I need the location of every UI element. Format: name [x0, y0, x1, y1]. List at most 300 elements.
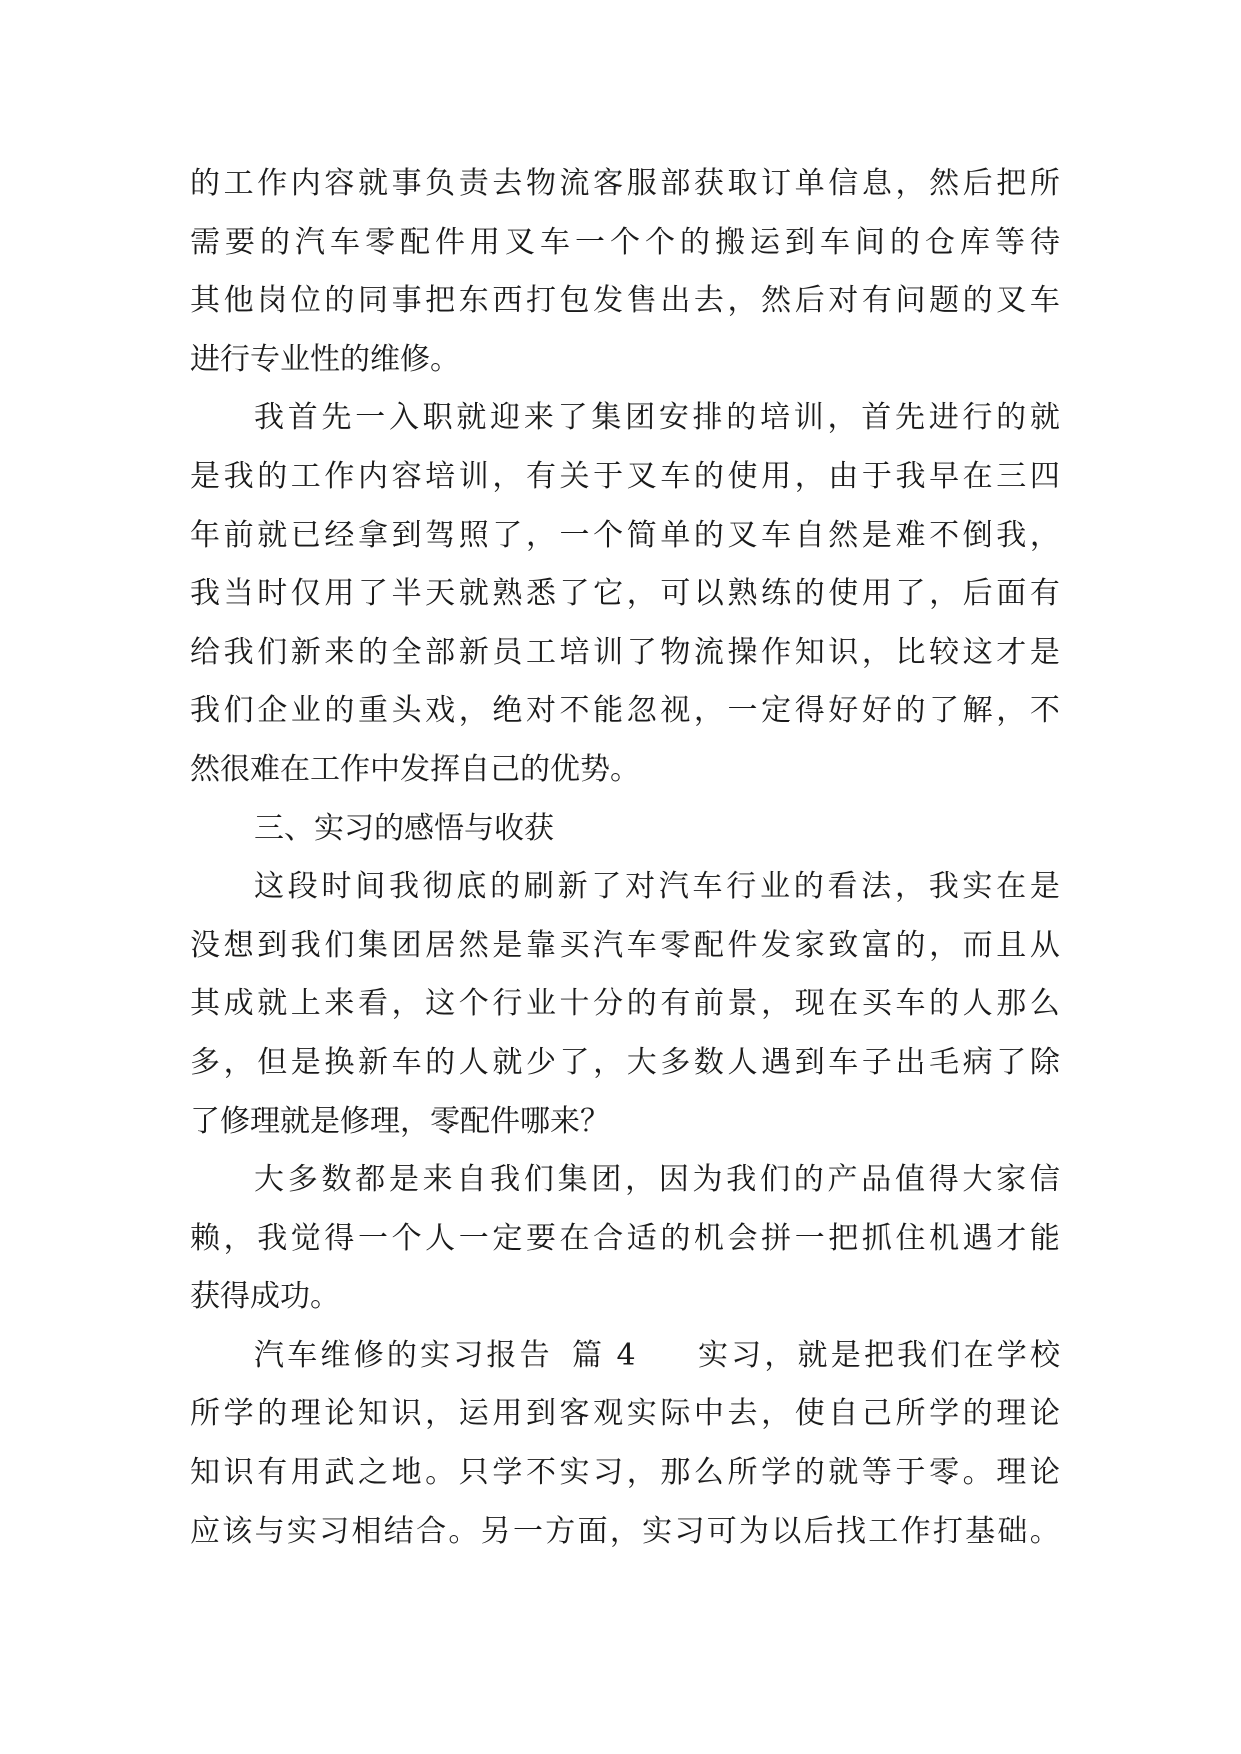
glyph: 就 — [828, 1455, 859, 1491]
glyph: 了 — [492, 517, 523, 553]
glyph: 可 — [660, 576, 691, 612]
glyph: 岗 — [257, 283, 288, 319]
glyph: 的 — [895, 927, 926, 963]
glyph: 在 — [962, 458, 993, 494]
glyph: 们 — [523, 1162, 554, 1198]
text-line: 然很难在工作中发挥自己的优势。 — [190, 751, 640, 787]
glyph: 大 — [626, 1044, 657, 1080]
glyph: 能 — [593, 693, 624, 729]
glyph: 但 — [257, 1044, 288, 1080]
glyph: 了 — [557, 400, 588, 436]
glyph: 我 — [223, 458, 254, 494]
glyph: 打 — [932, 1513, 963, 1549]
glyph: 就 — [492, 1044, 523, 1080]
glyph: 的 — [794, 1455, 825, 1491]
glyph: 的 — [257, 458, 288, 494]
glyph: 大 — [962, 1162, 993, 1198]
glyph: 校 — [1029, 1337, 1060, 1373]
glyph: 由 — [828, 458, 859, 494]
glyph: 配 — [400, 224, 430, 260]
glyph: 时 — [321, 869, 352, 905]
glyph: 居 — [425, 927, 456, 963]
glyph: 有 — [861, 283, 892, 319]
glyph: 新 — [290, 634, 321, 670]
glyph: 有 — [525, 458, 556, 494]
glyph: 需 — [190, 224, 220, 260]
glyph: 我 — [996, 517, 1027, 553]
glyph: 的 — [726, 400, 757, 436]
glyph: 负 — [425, 166, 456, 201]
glyph: 给 — [190, 634, 220, 670]
glyph: 学 — [929, 1396, 960, 1432]
glyph: 车 — [692, 869, 723, 905]
glyph: 首 — [861, 400, 892, 436]
glyph: 车 — [660, 458, 691, 494]
glyph: 取 — [727, 166, 758, 201]
glyph: 三 — [996, 458, 1027, 494]
glyph: ， — [626, 576, 657, 612]
glyph: 识 — [391, 1396, 422, 1432]
glyph: 作 — [324, 458, 355, 494]
glyph: 自 — [456, 1162, 487, 1198]
glyph: 先 — [321, 400, 352, 436]
glyph: 后 — [794, 283, 825, 319]
glyph: 了 — [929, 693, 960, 729]
glyph: 地 — [391, 1455, 422, 1491]
glyph: 论 — [1029, 1455, 1060, 1491]
glyph: 仓 — [925, 224, 955, 260]
glyph: 就 — [458, 576, 489, 612]
glyph: 简 — [626, 517, 657, 553]
text-line — [190, 1034, 1060, 1093]
glyph: 去 — [727, 1396, 758, 1432]
glyph: 是 — [830, 1337, 861, 1373]
glyph: 。 — [448, 1513, 479, 1549]
space — [639, 1327, 695, 1386]
glyph: 且 — [996, 927, 1027, 963]
glyph: 车 — [1029, 283, 1060, 319]
glyph: 在 — [996, 869, 1027, 905]
glyph: 其 — [190, 986, 220, 1022]
glyph: 。 — [425, 1455, 456, 1491]
glyph: 流 — [693, 634, 724, 670]
glyph: 车 — [626, 927, 657, 963]
text-line — [190, 448, 1060, 507]
glyph: 个 — [593, 517, 624, 553]
glyph: 一 — [357, 1220, 388, 1256]
glyph: 我 — [257, 1220, 288, 1256]
glyph: 结 — [383, 1513, 414, 1549]
glyph: 同 — [357, 283, 388, 319]
glyph: 找 — [835, 1513, 866, 1549]
glyph: 然 — [828, 517, 859, 553]
glyph: 信 — [1029, 1162, 1060, 1198]
glyph: 机 — [929, 1220, 960, 1256]
glyph: ， — [625, 1162, 656, 1198]
glyph: 熟 — [727, 576, 758, 612]
space — [605, 1327, 613, 1386]
glyph: 才 — [996, 634, 1027, 670]
glyph: 企 — [257, 693, 288, 729]
glyph: 训 — [793, 400, 824, 436]
glyph: 方 — [545, 1513, 576, 1549]
glyph: 的 — [660, 1220, 691, 1256]
glyph: 个 — [645, 224, 675, 260]
glyph: 成 — [223, 986, 254, 1022]
document-body — [190, 155, 1060, 1561]
glyph: 学 — [492, 1455, 523, 1491]
glyph: 是 — [290, 1044, 321, 1080]
glyph: 论 — [324, 1396, 355, 1432]
glyph: 零 — [660, 927, 691, 963]
glyph: 才 — [996, 1220, 1027, 1256]
glyph: 待 — [1030, 224, 1060, 260]
glyph: ， — [761, 1396, 792, 1432]
glyph: 现 — [794, 986, 825, 1022]
glyph: 中 — [693, 1396, 724, 1432]
glyph: 拼 — [761, 1220, 792, 1256]
glyph: ， — [894, 869, 925, 905]
glyph: 库 — [960, 224, 990, 260]
glyph: 部 — [660, 166, 691, 201]
glyph: 我 — [897, 1337, 928, 1373]
glyph: 一 — [575, 224, 605, 260]
glyph: 车 — [330, 224, 360, 260]
glyph: 作 — [900, 1513, 931, 1549]
glyph: 培 — [559, 634, 590, 670]
glyph: 了 — [591, 869, 622, 905]
glyph: 的 — [693, 458, 724, 494]
glyph: 了 — [996, 1044, 1027, 1080]
glyph: 作 — [761, 634, 792, 670]
glyph: 运 — [458, 1396, 489, 1432]
glyph: 际 — [660, 1396, 691, 1432]
glyph: 有 — [1029, 576, 1060, 612]
glyph: 习 — [593, 1455, 624, 1491]
glyph: ， — [425, 1396, 456, 1432]
glyph: 事 — [391, 283, 422, 319]
glyph: 责 — [458, 166, 489, 201]
glyph: 的 — [962, 1396, 993, 1432]
glyph: 家 — [794, 927, 825, 963]
text-line — [190, 682, 1060, 741]
glyph: 排 — [692, 400, 723, 436]
glyph: 没 — [190, 927, 220, 963]
glyph: 然 — [929, 166, 960, 201]
glyph: ， — [1029, 517, 1060, 553]
glyph: 都 — [355, 1162, 386, 1198]
glyph: 去 — [693, 283, 724, 319]
glyph: 汽 — [295, 224, 325, 260]
glyph: 集 — [557, 1162, 588, 1198]
glyph: 除 — [1029, 1044, 1060, 1080]
glyph: 先 — [894, 400, 925, 436]
glyph: 我 — [254, 400, 284, 436]
glyph: 人 — [727, 1044, 758, 1080]
glyph: 要 — [525, 1220, 556, 1256]
glyph: 人 — [962, 986, 993, 1022]
glyph: 的 — [895, 693, 926, 729]
glyph: 就 — [257, 517, 288, 553]
glyph: 行 — [726, 869, 757, 905]
glyph: ， — [492, 458, 523, 494]
glyph: 就 — [1029, 400, 1060, 436]
glyph: 悉 — [525, 576, 556, 612]
glyph: 入 — [388, 400, 419, 436]
glyph: 间 — [855, 224, 885, 260]
glyph: 知 — [794, 634, 825, 670]
glyph: 零 — [929, 1455, 960, 1491]
glyph: 的 — [425, 1044, 456, 1080]
glyph: 这 — [254, 869, 284, 905]
glyph: 不 — [929, 517, 960, 553]
glyph: 了 — [895, 576, 926, 612]
glyph: 工 — [525, 634, 556, 670]
glyph: 其 — [190, 283, 220, 319]
glyph: 他 — [223, 283, 254, 319]
glyph: 用 — [492, 1396, 523, 1432]
glyph: 一 — [512, 1513, 543, 1549]
glyph: 培 — [425, 458, 456, 494]
glyph: 合 — [416, 1513, 447, 1549]
glyph: ， — [794, 458, 825, 494]
glyph: 经 — [324, 517, 355, 553]
glyph: 家 — [996, 1162, 1027, 1198]
glyph: 于 — [895, 1455, 926, 1491]
glyph: 头 — [391, 693, 422, 729]
glyph: 用 — [861, 576, 892, 612]
glyph: 不 — [525, 1455, 556, 1491]
glyph: 获 — [693, 166, 724, 201]
glyph: 的 — [357, 634, 388, 670]
glyph: 仅 — [290, 576, 321, 612]
glyph: 到 — [257, 927, 288, 963]
glyph: 自 — [828, 1396, 859, 1432]
glyph: 搬 — [715, 224, 745, 260]
glyph: 四 — [1029, 458, 1060, 494]
glyph: ， — [593, 1044, 624, 1080]
glyph: 培 — [760, 400, 791, 436]
glyph: 法 — [861, 869, 892, 905]
glyph: 内 — [290, 166, 321, 201]
glyph: 后 — [962, 576, 993, 612]
glyph: 人 — [425, 1220, 456, 1256]
glyph: 了 — [626, 634, 657, 670]
glyph: 位 — [290, 283, 321, 319]
text-line — [190, 1385, 1060, 1444]
glyph: 彻 — [422, 869, 453, 905]
glyph: 习 — [453, 1337, 484, 1373]
glyph: 安 — [658, 400, 689, 436]
glyph: 后 — [962, 166, 993, 201]
glyph: 东 — [458, 283, 489, 319]
glyph: 操 — [727, 634, 758, 670]
glyph: 告 — [519, 1337, 550, 1373]
glyph: 的 — [693, 517, 724, 553]
glyph: 题 — [929, 283, 960, 319]
glyph: 了 — [559, 1044, 590, 1080]
glyph: ， — [996, 693, 1027, 729]
glyph: 客 — [559, 1396, 590, 1432]
glyph: 么 — [1029, 986, 1060, 1022]
glyph: 这 — [962, 634, 993, 670]
glyph: 车 — [820, 224, 850, 260]
glyph: 就 — [257, 986, 288, 1022]
text-line — [190, 917, 1060, 976]
glyph: 的 — [386, 1337, 417, 1373]
glyph: ， — [727, 283, 758, 319]
glyph: 照 — [458, 517, 489, 553]
glyph: 年 — [190, 517, 220, 553]
glyph: 自 — [794, 517, 825, 553]
text-line — [190, 1444, 1060, 1503]
glyph: 行 — [962, 400, 993, 436]
glyph: 识 — [828, 634, 859, 670]
glyph: 车 — [828, 1044, 859, 1080]
glyph: 的 — [680, 224, 710, 260]
glyph: 就 — [797, 1337, 828, 1373]
glyph: 等 — [861, 1455, 892, 1491]
glyph: 机 — [693, 1220, 724, 1256]
glyph: 到 — [391, 517, 422, 553]
glyph: 集 — [591, 400, 622, 436]
glyph: ， — [929, 927, 960, 963]
glyph: 汽 — [593, 927, 624, 963]
text-line — [190, 155, 1060, 214]
text-line: 了修理就是修理，零配件哪来？ — [190, 1103, 610, 1139]
glyph: 对 — [625, 869, 656, 905]
glyph: 一 — [355, 400, 386, 436]
glyph: ， — [609, 1513, 640, 1549]
glyph: 西 — [492, 283, 523, 319]
glyph: ， — [458, 693, 489, 729]
glyph: 适 — [626, 1220, 657, 1256]
glyph: 所 — [727, 1455, 758, 1491]
glyph: 件 — [435, 224, 465, 260]
glyph: 十 — [559, 986, 590, 1022]
glyph: 不 — [559, 693, 590, 729]
text-line — [190, 1210, 1060, 1269]
text-line — [190, 214, 1060, 273]
glyph: 观 — [593, 1396, 624, 1432]
glyph: 所 — [1029, 166, 1060, 201]
glyph: 知 — [357, 1396, 388, 1432]
glyph: 首 — [287, 400, 318, 436]
glyph: 值 — [894, 1162, 925, 1198]
glyph: 我 — [928, 869, 959, 905]
glyph: 关 — [559, 458, 590, 494]
glyph: 致 — [828, 927, 859, 963]
glyph: 对 — [525, 693, 556, 729]
glyph: 我 — [190, 693, 220, 729]
glyph: 物 — [525, 166, 556, 201]
glyph: 富 — [861, 927, 892, 963]
glyph: 忽 — [626, 693, 657, 729]
glyph: 产 — [827, 1162, 858, 1198]
glyph: 使 — [727, 458, 758, 494]
glyph: 天 — [425, 576, 456, 612]
glyph: 熟 — [492, 576, 523, 612]
text-line — [190, 975, 1060, 1034]
glyph: 。 — [962, 1455, 993, 1491]
glyph: 实 — [286, 1513, 317, 1549]
glyph: 人 — [458, 1044, 489, 1080]
glyph: 我 — [388, 869, 419, 905]
glyph: 这 — [425, 986, 456, 1022]
glyph: 以 — [771, 1513, 802, 1549]
glyph: 从 — [1029, 927, 1060, 963]
glyph: 看 — [827, 869, 858, 905]
glyph: 在 — [559, 1220, 590, 1256]
glyph: 而 — [962, 927, 993, 963]
glyph: 车 — [540, 224, 570, 260]
glyph: 的 — [929, 986, 960, 1022]
glyph: 是 — [861, 517, 892, 553]
glyph: 配 — [693, 927, 724, 963]
glyph: ， — [223, 1044, 254, 1080]
glyph: 出 — [895, 1044, 926, 1080]
glyph: 们 — [324, 927, 355, 963]
glyph: 实 — [697, 1337, 728, 1373]
glyph: 的 — [996, 400, 1027, 436]
glyph: 的 — [626, 986, 657, 1022]
glyph: 为 — [692, 1162, 723, 1198]
glyph: 在 — [828, 986, 859, 1022]
glyph: 运 — [750, 224, 780, 260]
glyph: 训 — [458, 458, 489, 494]
text-line: 获得成功。 — [190, 1279, 340, 1315]
glyph: 个 — [391, 1220, 422, 1256]
glyph: 刷 — [523, 869, 554, 905]
glyph: 一 — [794, 1220, 825, 1256]
glyph: 半 — [391, 576, 422, 612]
glyph: 我 — [290, 927, 321, 963]
glyph: 把 — [425, 283, 456, 319]
glyph: 员 — [492, 634, 523, 670]
glyph: ， — [626, 1455, 657, 1491]
glyph: ， — [693, 693, 724, 729]
glyph: 然 — [761, 283, 792, 319]
glyph: 我 — [223, 634, 254, 670]
glyph: 的 — [793, 1162, 824, 1198]
glyph: 内 — [357, 458, 388, 494]
glyph: 业 — [525, 986, 556, 1022]
glyph: 为 — [739, 1513, 770, 1549]
glyph: 倒 — [962, 517, 993, 553]
glyph: 迎 — [490, 400, 521, 436]
glyph: 好 — [861, 693, 892, 729]
glyph: 学 — [996, 1337, 1027, 1373]
glyph: 的 — [260, 224, 290, 260]
glyph: 毛 — [929, 1044, 960, 1080]
glyph: 得 — [928, 1162, 959, 1198]
text-line: 进行专业性的维修。 — [190, 341, 460, 377]
glyph: 多 — [287, 1162, 318, 1198]
glyph: 车 — [287, 1337, 318, 1373]
glyph: 修 — [353, 1337, 384, 1373]
glyph: ， — [895, 166, 926, 201]
glyph: 发 — [761, 927, 792, 963]
glyph: 来 — [422, 1162, 453, 1198]
glyph: 多 — [190, 1044, 220, 1080]
glyph: 少 — [525, 1044, 556, 1080]
glyph: 是 — [388, 1162, 419, 1198]
glyph: 业 — [290, 693, 321, 729]
glyph: 看 — [357, 986, 388, 1022]
glyph: 容 — [391, 458, 422, 494]
glyph: 知 — [190, 1455, 220, 1491]
text-line — [190, 1151, 1060, 1210]
